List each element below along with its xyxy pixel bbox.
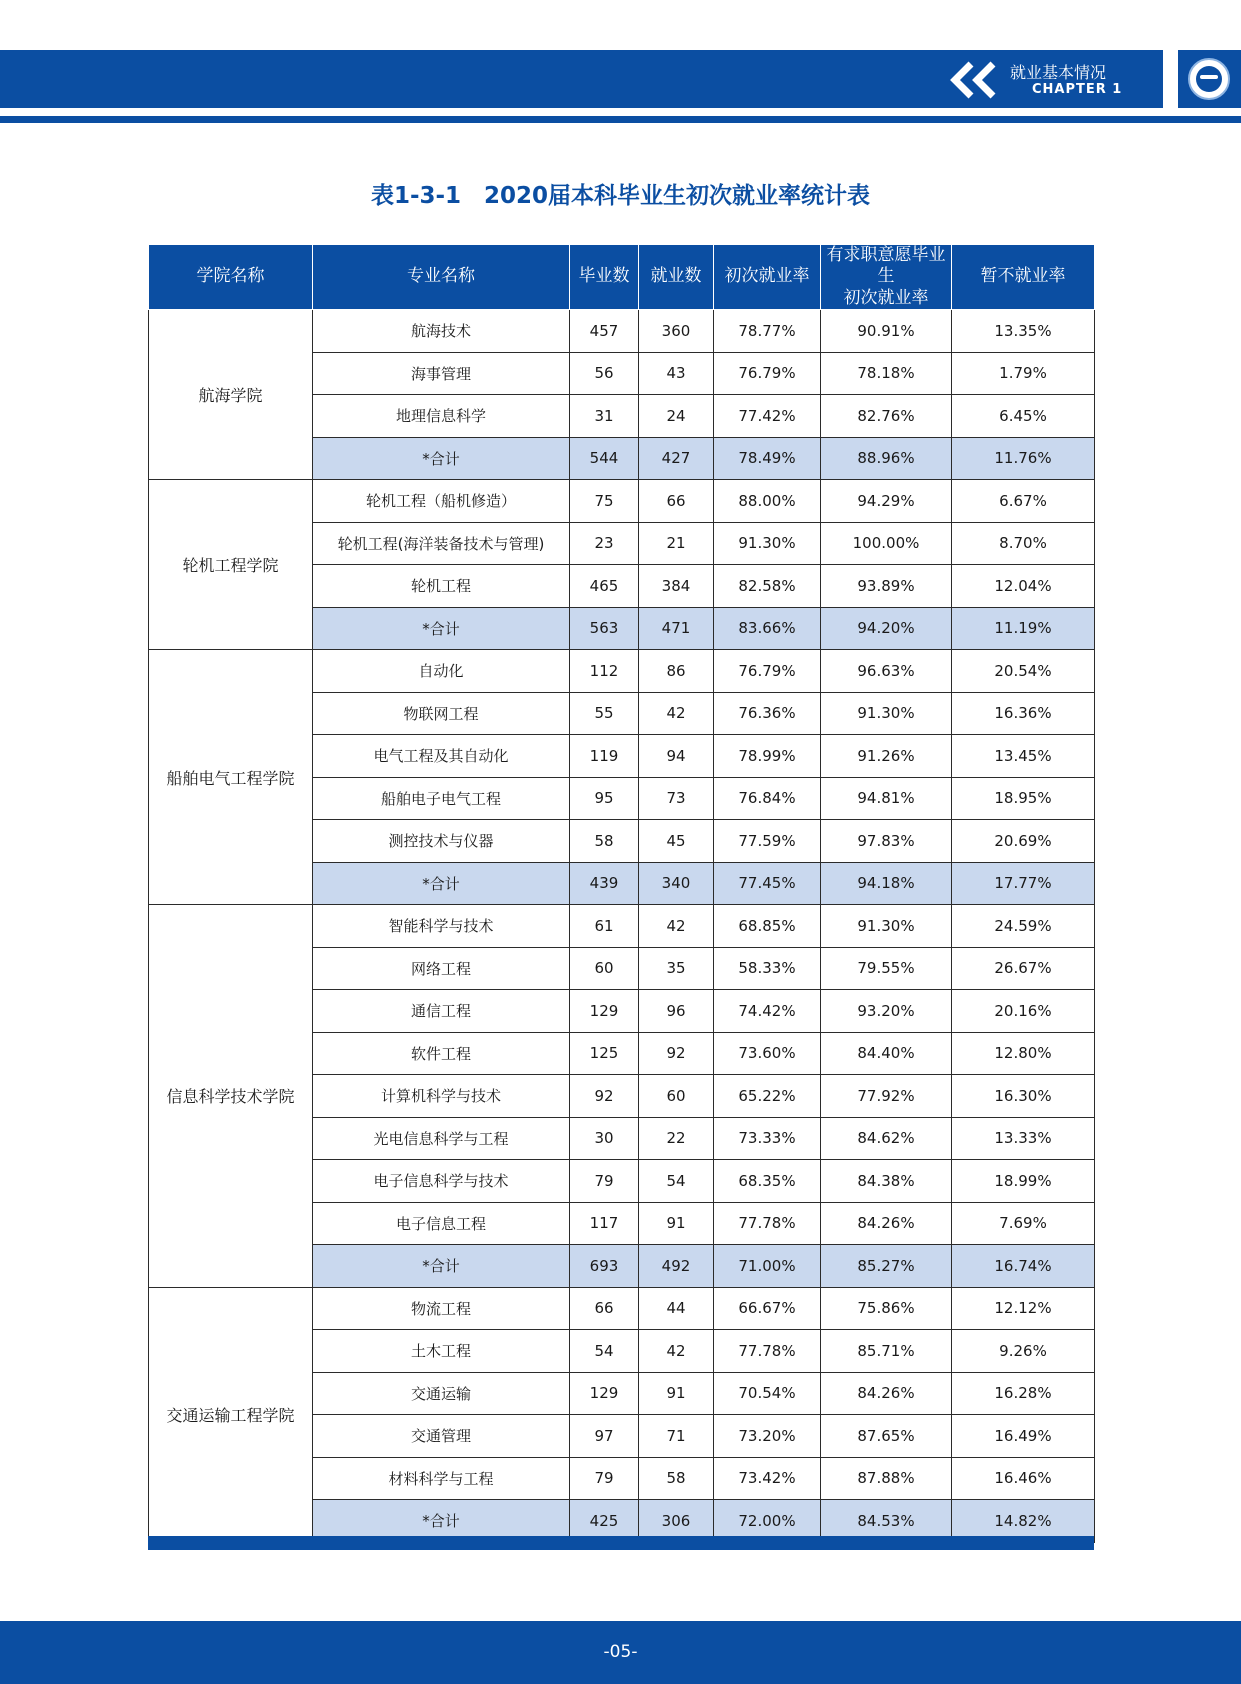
initial-rate-cell: 77.78%	[714, 1202, 821, 1245]
unemployed-rate-cell: 16.46%	[952, 1457, 1095, 1500]
initial-rate-cell: 82.58%	[714, 565, 821, 608]
initial-rate-cell: 71.00%	[714, 1245, 821, 1288]
employed-cell: 427	[639, 437, 714, 480]
graduates-cell: 54	[570, 1330, 639, 1373]
employed-cell: 42	[639, 905, 714, 948]
graduates-cell: 129	[570, 990, 639, 1033]
section-title: 就业基本情况	[1010, 63, 1107, 82]
willing-rate-cell: 93.20%	[821, 990, 952, 1033]
major-cell: 智能科学与技术	[313, 905, 570, 948]
employed-cell: 306	[639, 1500, 714, 1543]
initial-rate-cell: 58.33%	[714, 947, 821, 990]
major-cell: 海事管理	[313, 352, 570, 395]
college-name-cell: 交通运输工程学院	[149, 1287, 313, 1542]
willing-rate-cell: 96.63%	[821, 650, 952, 693]
graduates-cell: 56	[570, 352, 639, 395]
willing-rate-cell: 100.00%	[821, 522, 952, 565]
initial-rate-cell: 76.79%	[714, 650, 821, 693]
unemployed-rate-cell: 16.30%	[952, 1075, 1095, 1118]
graduates-cell: 117	[570, 1202, 639, 1245]
initial-rate-cell: 88.00%	[714, 480, 821, 523]
major-cell: 光电信息科学与工程	[313, 1117, 570, 1160]
table-row	[149, 480, 1095, 523]
major-cell: 网络工程	[313, 947, 570, 990]
logo-box	[1178, 50, 1241, 108]
major-cell: 电气工程及其自动化	[313, 735, 570, 778]
employed-cell: 94	[639, 735, 714, 778]
graduates-cell: 95	[570, 777, 639, 820]
unemployed-rate-cell: 13.45%	[952, 735, 1095, 778]
initial-rate-cell: 77.78%	[714, 1330, 821, 1373]
unemployed-rate-cell: 24.59%	[952, 905, 1095, 948]
unemployed-rate-cell: 13.35%	[952, 310, 1095, 353]
employed-cell: 21	[639, 522, 714, 565]
willing-rate-cell: 84.38%	[821, 1160, 952, 1203]
initial-rate-cell: 76.36%	[714, 692, 821, 735]
college-name-cell: 船舶电气工程学院	[149, 650, 313, 905]
col-header-initial-rate: 初次就业率	[714, 245, 821, 310]
university-logo-icon	[1188, 58, 1230, 100]
initial-rate-cell: 77.59%	[714, 820, 821, 863]
col-header-major: 专业名称	[313, 245, 570, 310]
initial-rate-cell: 66.67%	[714, 1287, 821, 1330]
college-name-cell: 航海学院	[149, 310, 313, 480]
employed-cell: 96	[639, 990, 714, 1033]
major-cell: 自动化	[313, 650, 570, 693]
unemployed-rate-cell: 14.82%	[952, 1500, 1095, 1543]
graduates-cell: 563	[570, 607, 639, 650]
willing-rate-cell: 97.83%	[821, 820, 952, 863]
table-row	[149, 650, 1095, 693]
willing-rate-cell: 75.86%	[821, 1287, 952, 1330]
willing-rate-cell: 79.55%	[821, 947, 952, 990]
major-cell: *合计	[313, 607, 570, 650]
college-name-cell: 信息科学技术学院	[149, 905, 313, 1288]
major-cell: 软件工程	[313, 1032, 570, 1075]
graduates-cell: 457	[570, 310, 639, 353]
unemployed-rate-cell: 6.45%	[952, 395, 1095, 438]
employed-cell: 91	[639, 1202, 714, 1245]
major-cell: 地理信息科学	[313, 395, 570, 438]
graduates-cell: 693	[570, 1245, 639, 1288]
willing-rate-cell: 94.81%	[821, 777, 952, 820]
employed-cell: 60	[639, 1075, 714, 1118]
chapter-label: CHAPTER 1	[1032, 82, 1123, 97]
major-cell: 测控技术与仪器	[313, 820, 570, 863]
graduates-cell: 61	[570, 905, 639, 948]
initial-rate-cell: 72.00%	[714, 1500, 821, 1543]
major-cell: 物流工程	[313, 1287, 570, 1330]
major-cell: 电子信息工程	[313, 1202, 570, 1245]
graduates-cell: 31	[570, 395, 639, 438]
unemployed-rate-cell: 9.26%	[952, 1330, 1095, 1373]
willing-rate-cell: 87.65%	[821, 1415, 952, 1458]
initial-rate-cell: 68.85%	[714, 905, 821, 948]
major-cell: 土木工程	[313, 1330, 570, 1373]
major-cell: 船舶电子电气工程	[313, 777, 570, 820]
college-name-cell: 轮机工程学院	[149, 480, 313, 650]
willing-rate-cell: 94.18%	[821, 862, 952, 905]
willing-rate-cell: 85.71%	[821, 1330, 952, 1373]
graduates-cell: 30	[570, 1117, 639, 1160]
graduates-cell: 79	[570, 1457, 639, 1500]
initial-rate-cell: 73.60%	[714, 1032, 821, 1075]
initial-rate-cell: 65.22%	[714, 1075, 821, 1118]
graduates-cell: 66	[570, 1287, 639, 1330]
employed-cell: 42	[639, 692, 714, 735]
unemployed-rate-cell: 11.76%	[952, 437, 1095, 480]
employed-cell: 360	[639, 310, 714, 353]
table-body	[149, 310, 1095, 1543]
willing-rate-cell: 82.76%	[821, 395, 952, 438]
initial-rate-cell: 77.42%	[714, 395, 821, 438]
employed-cell: 58	[639, 1457, 714, 1500]
col-header-employed: 就业数	[639, 245, 714, 310]
header-rule	[0, 116, 1241, 123]
employed-cell: 22	[639, 1117, 714, 1160]
unemployed-rate-cell: 20.69%	[952, 820, 1095, 863]
major-cell: *合计	[313, 1500, 570, 1543]
willing-rate-cell: 93.89%	[821, 565, 952, 608]
graduates-cell: 544	[570, 437, 639, 480]
graduates-cell: 23	[570, 522, 639, 565]
initial-rate-cell: 83.66%	[714, 607, 821, 650]
employed-cell: 71	[639, 1415, 714, 1458]
major-cell: 计算机科学与技术	[313, 1075, 570, 1118]
unemployed-rate-cell: 16.36%	[952, 692, 1095, 735]
graduates-cell: 79	[570, 1160, 639, 1203]
employed-cell: 340	[639, 862, 714, 905]
unemployed-rate-cell: 1.79%	[952, 352, 1095, 395]
major-cell: 轮机工程	[313, 565, 570, 608]
major-cell: 通信工程	[313, 990, 570, 1033]
unemployed-rate-cell: 18.99%	[952, 1160, 1095, 1203]
employed-cell: 43	[639, 352, 714, 395]
table-title: 表1-3-1 2020届本科毕业生初次就业率统计表	[370, 183, 871, 209]
unemployed-rate-cell: 12.04%	[952, 565, 1095, 608]
unemployed-rate-cell: 20.16%	[952, 990, 1095, 1033]
willing-rate-cell: 91.30%	[821, 905, 952, 948]
table-header-row	[149, 245, 1095, 310]
graduates-cell: 112	[570, 650, 639, 693]
major-cell: 航海技术	[313, 310, 570, 353]
initial-rate-cell: 68.35%	[714, 1160, 821, 1203]
unemployed-rate-cell: 13.33%	[952, 1117, 1095, 1160]
major-cell: 电子信息科学与技术	[313, 1160, 570, 1203]
initial-rate-cell: 74.42%	[714, 990, 821, 1033]
major-cell: 材料科学与工程	[313, 1457, 570, 1500]
initial-rate-cell: 78.99%	[714, 735, 821, 778]
col-header-willing-rate	[821, 245, 952, 310]
employed-cell: 91	[639, 1372, 714, 1415]
unemployed-rate-cell: 16.49%	[952, 1415, 1095, 1458]
willing-rate-cell: 90.91%	[821, 310, 952, 353]
employed-cell: 45	[639, 820, 714, 863]
initial-rate-cell: 77.45%	[714, 862, 821, 905]
employment-rate-table	[148, 244, 1095, 1543]
willing-rate-cell: 94.29%	[821, 480, 952, 523]
employed-cell: 54	[639, 1160, 714, 1203]
col-header-college: 学院名称	[149, 245, 313, 310]
graduates-cell: 129	[570, 1372, 639, 1415]
willing-rate-cell: 94.20%	[821, 607, 952, 650]
employed-cell: 35	[639, 947, 714, 990]
initial-rate-cell: 91.30%	[714, 522, 821, 565]
graduates-cell: 97	[570, 1415, 639, 1458]
unemployed-rate-cell: 16.74%	[952, 1245, 1095, 1288]
double-chevron-left-icon	[945, 60, 1005, 100]
major-cell: 交通运输	[313, 1372, 570, 1415]
employed-cell: 42	[639, 1330, 714, 1373]
willing-rate-cell: 78.18%	[821, 352, 952, 395]
major-cell: *合计	[313, 862, 570, 905]
unemployed-rate-cell: 26.67%	[952, 947, 1095, 990]
employed-cell: 44	[639, 1287, 714, 1330]
graduates-cell: 60	[570, 947, 639, 990]
employed-cell: 492	[639, 1245, 714, 1288]
initial-rate-cell: 73.33%	[714, 1117, 821, 1160]
initial-rate-cell: 78.49%	[714, 437, 821, 480]
unemployed-rate-cell: 11.19%	[952, 607, 1095, 650]
unemployed-rate-cell: 7.69%	[952, 1202, 1095, 1245]
willing-rate-cell: 84.26%	[821, 1372, 952, 1415]
graduates-cell: 439	[570, 862, 639, 905]
graduates-cell: 119	[570, 735, 639, 778]
table-row	[149, 1287, 1095, 1330]
willing-rate-cell: 87.88%	[821, 1457, 952, 1500]
table-row	[149, 905, 1095, 948]
graduates-cell: 75	[570, 480, 639, 523]
employed-cell: 92	[639, 1032, 714, 1075]
initial-rate-cell: 76.79%	[714, 352, 821, 395]
major-cell: *合计	[313, 1245, 570, 1288]
employed-cell: 471	[639, 607, 714, 650]
table-row	[149, 310, 1095, 353]
graduates-cell: 58	[570, 820, 639, 863]
initial-rate-cell: 73.42%	[714, 1457, 821, 1500]
willing-rate-cell: 77.92%	[821, 1075, 952, 1118]
graduates-cell: 125	[570, 1032, 639, 1075]
willing-rate-cell: 84.40%	[821, 1032, 952, 1075]
graduates-cell: 465	[570, 565, 639, 608]
employed-cell: 384	[639, 565, 714, 608]
col-header-willing-line1: 有求职意愿毕业生	[826, 245, 946, 287]
initial-rate-cell: 78.77%	[714, 310, 821, 353]
graduates-cell: 92	[570, 1075, 639, 1118]
willing-rate-cell: 88.96%	[821, 437, 952, 480]
willing-rate-cell: 91.30%	[821, 692, 952, 735]
table-footer-bar	[148, 1536, 1094, 1550]
willing-rate-cell: 84.62%	[821, 1117, 952, 1160]
unemployed-rate-cell: 20.54%	[952, 650, 1095, 693]
graduates-cell: 425	[570, 1500, 639, 1543]
employed-cell: 86	[639, 650, 714, 693]
graduates-cell: 55	[570, 692, 639, 735]
col-header-unemployed-rate: 暂不就业率	[952, 245, 1095, 310]
major-cell: 交通管理	[313, 1415, 570, 1458]
employed-cell: 73	[639, 777, 714, 820]
unemployed-rate-cell: 6.67%	[952, 480, 1095, 523]
page-number: -05-	[603, 1642, 638, 1662]
unemployed-rate-cell: 8.70%	[952, 522, 1095, 565]
unemployed-rate-cell: 17.77%	[952, 862, 1095, 905]
unemployed-rate-cell: 16.28%	[952, 1372, 1095, 1415]
major-cell: 轮机工程（船机修造）	[313, 480, 570, 523]
employed-cell: 24	[639, 395, 714, 438]
unemployed-rate-cell: 18.95%	[952, 777, 1095, 820]
unemployed-rate-cell: 12.80%	[952, 1032, 1095, 1075]
willing-rate-cell: 85.27%	[821, 1245, 952, 1288]
willing-rate-cell: 91.26%	[821, 735, 952, 778]
col-header-graduates: 毕业数	[570, 245, 639, 310]
willing-rate-cell: 84.53%	[821, 1500, 952, 1543]
major-cell: 轮机工程(海洋装备技术与管理)	[313, 522, 570, 565]
initial-rate-cell: 73.20%	[714, 1415, 821, 1458]
unemployed-rate-cell: 12.12%	[952, 1287, 1095, 1330]
employed-cell: 66	[639, 480, 714, 523]
initial-rate-cell: 76.84%	[714, 777, 821, 820]
col-header-willing-line2: 初次就业率	[843, 287, 929, 308]
major-cell: *合计	[313, 437, 570, 480]
willing-rate-cell: 84.26%	[821, 1202, 952, 1245]
major-cell: 物联网工程	[313, 692, 570, 735]
initial-rate-cell: 70.54%	[714, 1372, 821, 1415]
